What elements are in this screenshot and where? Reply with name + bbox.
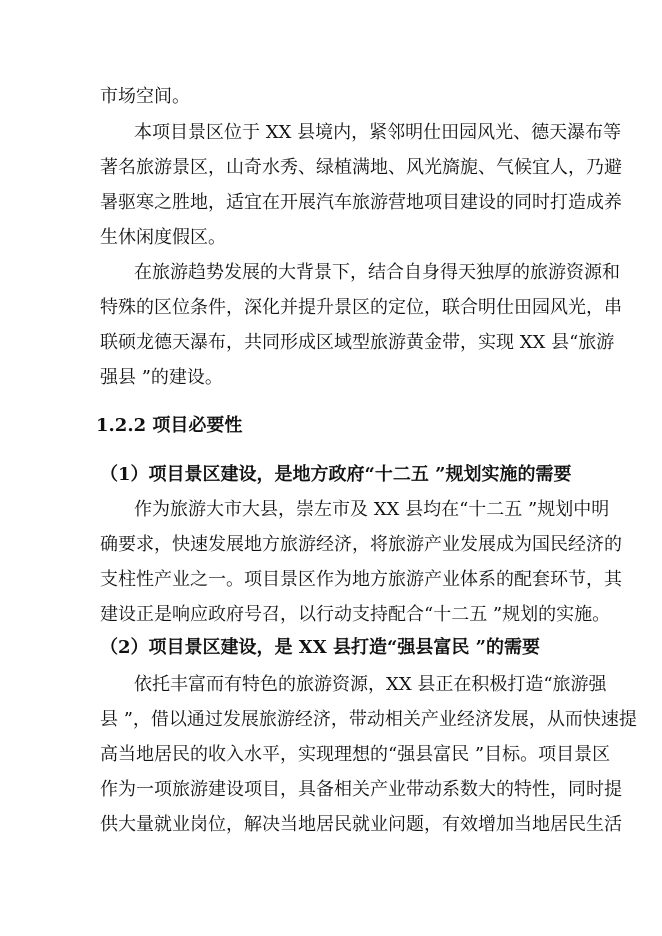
- subsection-2-line-3: 高当地居民的收入水平，实现理想的“强县富民 ”目标。项目景区: [100, 744, 611, 765]
- subsection-1-heading: （1）项目景区建设，是地方政府“十二五 ”规划实施的需要: [100, 464, 572, 485]
- paragraph-3-line-4: 强县 ”的建设。: [100, 367, 223, 388]
- paragraph-2-line-4: 生休闲度假区。: [100, 227, 226, 248]
- paragraph-2-line-1: 本项目景区位于 XX 县境内，紧邻明仕田园风光、德天瀑布等: [134, 122, 622, 143]
- paragraph-2-line-2: 著名旅游景区，山奇水秀、绿植满地、风光旖旎、气候宜人，乃避: [100, 157, 622, 178]
- paragraph-1-line-1: 市场空间。: [100, 86, 190, 107]
- subsection-1-line-2: 确要求，快速发展地方旅游经济，将旅游产业发展成为国民经济的: [100, 534, 622, 555]
- subsection-1-line-4: 建设正是响应政府号召，以行动支持配合“十二五 ”规划的实施。: [100, 604, 611, 625]
- subsection-2-heading: （2）项目景区建设，是 XX 县打造“强县富民 ”的需要: [100, 637, 540, 658]
- subsection-1-line-3: 支柱性产业之一。项目景区作为地方旅游产业体系的配套环节，其: [100, 569, 622, 590]
- subsection-2-line-5: 供大量就业岗位，解决当地居民就业问题，有效增加当地居民生活: [100, 814, 622, 835]
- subsection-2-line-2: 县 ”，借以通过发展旅游经济，带动相关产业经济发展，从而快速提: [100, 709, 637, 730]
- section-title: 1.2.2 项目必要性: [96, 415, 243, 436]
- subsection-2-line-4: 作为一项旅游建设项目，具备相关产业带动系数大的特性，同时提: [100, 779, 622, 800]
- subsection-2-line-1: 依托丰富而有特色的旅游资源，XX 县正在积极打造“旅游强: [134, 674, 607, 695]
- paragraph-3-line-3: 联硕龙德天瀑布，共同形成区域型旅游黄金带，实现 XX 县“旅游: [100, 332, 615, 353]
- paragraph-3-line-1: 在旅游趋势发展的大背景下，结合自身得天独厚的旅游资源和: [134, 262, 620, 283]
- subsection-1-line-1: 作为旅游大市大县，崇左市及 XX 县均在“十二五 ”规划中明: [134, 499, 610, 520]
- paragraph-3-line-2: 特殊的区位条件，深化并提升景区的定位，联合明仕田园风光，串: [100, 297, 622, 318]
- paragraph-2-line-3: 暑驱寒之胜地，适宜在开展汽车旅游营地项目建设的同时打造成养: [100, 192, 622, 213]
